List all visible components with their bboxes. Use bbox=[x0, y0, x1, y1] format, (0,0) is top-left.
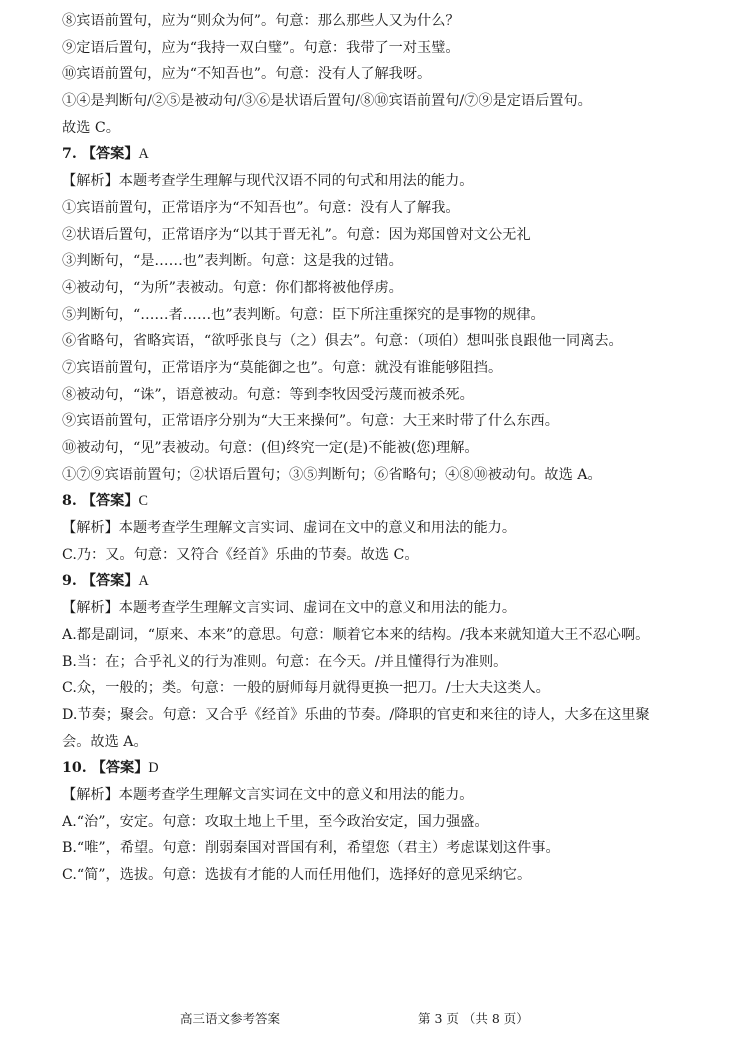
text-line: ①⑦⑨宾语前置句；②状语后置句；③⑤判断句；⑥省略句；④⑧⑩被动句。故选 A。 bbox=[62, 466, 602, 483]
answer-heading bbox=[62, 488, 702, 515]
text-line: 会。故选 A。 bbox=[62, 733, 148, 750]
text-line: C.众，一般的；类。句意：一般的厨师每月就得更换一把刀。/士大夫这类人。 bbox=[62, 680, 550, 697]
text-line: B.当：在；合乎礼义的行为准则。句意：在今天。/并且懂得行为准则。 bbox=[62, 653, 508, 670]
footer-subject: 高三语文参考答案 bbox=[180, 1011, 281, 1026]
answer-letter: D bbox=[148, 760, 159, 777]
text-line: ⑧被动句，“诛”，语意被动。句意：等到李牧因受污蔑而被杀死。 bbox=[62, 386, 474, 403]
answer-letter: A bbox=[138, 573, 149, 590]
text-line: B.“唯”，希望。句意：削弱秦国对晋国有利，希望您（君主）考虑谋划这件事。 bbox=[62, 840, 560, 857]
text-line: 【解析】本题考查学生理解与现代汉语不同的句式和用法的能力。 bbox=[62, 173, 474, 190]
answer-heading bbox=[62, 755, 702, 782]
page-footer bbox=[0, 1009, 752, 1029]
text-line: C.乃：又。句意：又符合《经首》乐曲的节奏。故选 C。 bbox=[62, 546, 419, 563]
answer-heading bbox=[62, 568, 702, 595]
text-line: ⑨宾语前置句，正常语序分别为“大王来操何”。句意：大王来时带了什么东西。 bbox=[62, 413, 559, 430]
answer-heading bbox=[62, 141, 702, 168]
text-line: ⑦宾语前置句，正常语序为“莫能御之也”。句意：就没有谁能够阻挡。 bbox=[62, 359, 503, 376]
text-line: ⑤判断句，“……者……也”表判断。句意：臣下所注重探究的是事物的规律。 bbox=[62, 306, 545, 323]
answer-letter: C bbox=[138, 493, 148, 510]
footer-page-number: 第 3 页 （共 8 页） bbox=[418, 1011, 529, 1026]
question-number: 7. bbox=[62, 146, 77, 163]
text-line: ①④是判断句/②⑤是被动句/③⑥是状语后置句/⑧⑩宾语前置句/⑦⑨是定语后置句。 bbox=[62, 93, 592, 110]
text-line: ①宾语前置句，正常语序为“不知吾也”。句意：没有人了解我。 bbox=[62, 199, 460, 216]
question-number: 9. bbox=[62, 573, 77, 590]
text-line: 【解析】本题考查学生理解文言实词在文中的意义和用法的能力。 bbox=[62, 786, 474, 803]
answer-label: 【答案】 bbox=[81, 493, 139, 510]
answer-label: 【答案】 bbox=[81, 146, 139, 163]
question-number: 10. bbox=[62, 760, 87, 777]
text-line: ⑨定语后置句，应为“我持一双白璧”。句意：我带了一对玉璧。 bbox=[62, 39, 460, 56]
text-line: 【解析】本题考查学生理解文言实词、虚词在文中的意义和用法的能力。 bbox=[62, 520, 517, 537]
text-line: D.节奏；聚会。句意：又合乎《经首》乐曲的节奏。/降职的官吏和来往的诗人，大多在这里聚 bbox=[62, 706, 650, 723]
text-line: A.“治”，安定。句意：攻取土地上千里，至今政治安定，国力强盛。 bbox=[62, 813, 489, 830]
answer-label: 【答案】 bbox=[81, 573, 139, 590]
answer-label: 【答案】 bbox=[91, 760, 149, 777]
text-line: ⑩宾语前置句，应为“不知吾也”。句意：没有人了解我呀。 bbox=[62, 66, 432, 83]
text-line: C.“简”，选拔。句意：选拔有才能的人而任用他们，选择好的意见采纳它。 bbox=[62, 867, 532, 883]
text-line: ④被动句，“为所”表被动。句意：你们都将被他俘虏。 bbox=[62, 279, 403, 296]
text-line: ⑧宾语前置句，应为“则众为何”。句意：那么那些人又为什么？ bbox=[62, 13, 460, 29]
text-line: ⑩被动句，“见”表被动。句意：(但)终究一定(是)不能被(您)理解。 bbox=[62, 440, 479, 456]
text-line: ③判断句，“是……也”表判断。句意：这是我的过错。 bbox=[62, 253, 403, 270]
text-line: 故选 C。 bbox=[62, 119, 120, 136]
text-line: A.都是副词，“原来、本来”的意思。句意：顺着它本来的结构。/我本来就知道大王不忍心啊。 bbox=[62, 626, 650, 643]
answer-letter: A bbox=[138, 146, 149, 163]
answer-content bbox=[62, 8, 702, 889]
question-number: 8. bbox=[62, 493, 77, 510]
text-line: ⑥省略句，省略宾语，“欲呼张良与（之）俱去”。句意：（项伯）想叫张良跟他一同离去。 bbox=[62, 333, 623, 350]
text-line: ②状语后置句，正常语序为“以其于晋无礼”。句意：因为郑国曾对文公无礼 bbox=[62, 226, 531, 243]
text-line: 【解析】本题考查学生理解文言实词、虚词在文中的意义和用法的能力。 bbox=[62, 600, 517, 617]
